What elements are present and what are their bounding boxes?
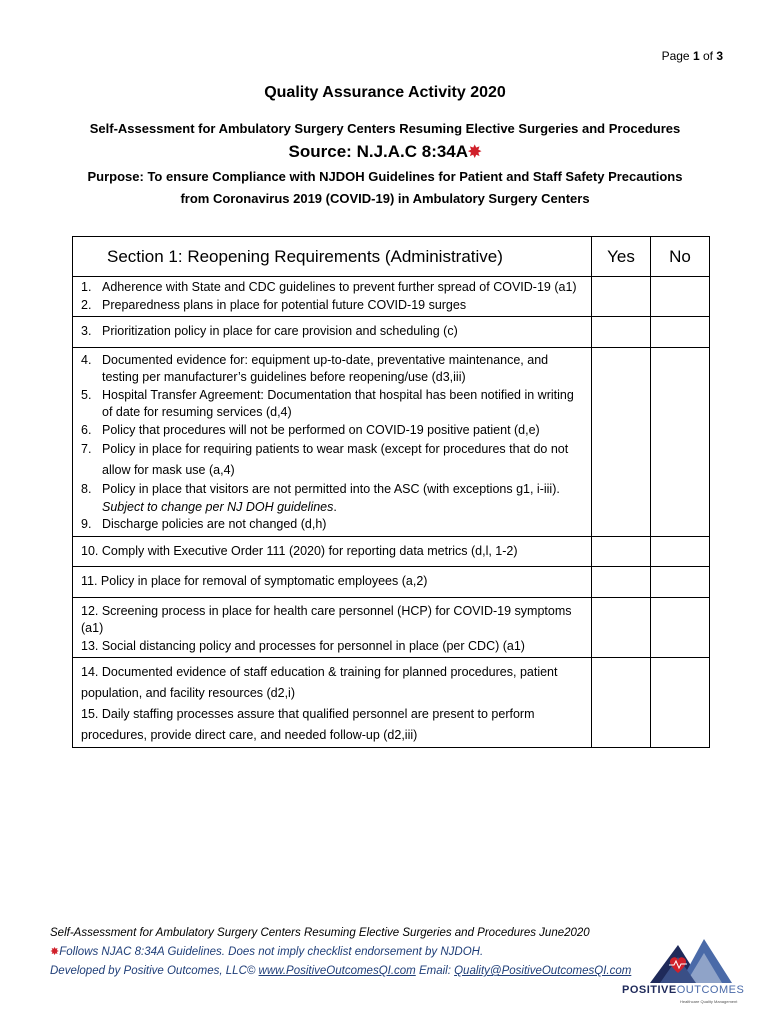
star-icon: ✸ bbox=[50, 946, 60, 958]
items-cell bbox=[73, 658, 592, 748]
yes-checkbox[interactable] bbox=[592, 536, 651, 567]
yes-checkbox[interactable] bbox=[592, 658, 651, 748]
source-text: Source: N.J.A.C 8:34A bbox=[288, 142, 469, 161]
table-row bbox=[73, 347, 710, 536]
checklist-table bbox=[72, 236, 710, 748]
list-item: 3. Prioritization policy in place for care provision and scheduling (c) bbox=[81, 324, 458, 338]
yes-header: Yes bbox=[592, 237, 651, 277]
list-item: 4. Documented evidence for: equipment up-to-date, preventative maintenance, and testing per manufacturer’s guidelines before reopening/use (d3,iii) bbox=[81, 352, 549, 384]
section-header: Section 1: Reopening Requirements (Administrative) bbox=[73, 237, 592, 277]
list-item: 8. Policy in place that visitors are not permitted into the ASC (with exceptions g1, i-iii). Subject to change per NJ DOH guidelines. bbox=[81, 482, 560, 514]
items-cell bbox=[73, 597, 592, 658]
list-item: 5. Hospital Transfer Agreement: Documentation that hospital has been notified in writing of date for resuming services (d,4) bbox=[81, 387, 574, 419]
document-subtitle: Self-Assessment for Ambulatory Surgery Centers Resuming Elective Surgeries and Procedures bbox=[89, 121, 681, 136]
website-link[interactable]: www.PositiveOutcomesQI.com bbox=[258, 965, 416, 977]
footer bbox=[50, 924, 631, 981]
page-prefix: Page bbox=[661, 49, 693, 63]
list-item: 2. Preparedness plans in place for potential future COVID-19 surges bbox=[81, 297, 467, 312]
purpose-statement bbox=[0, 166, 770, 210]
items-cell bbox=[73, 317, 592, 348]
footer-credits: Developed by Positive Outcomes, LLC© www.PositiveOutcomesQI.com Email: Quality@PositiveOutcomesQI.com bbox=[50, 965, 632, 977]
no-checkbox[interactable] bbox=[651, 567, 710, 598]
document-title: Quality Assurance Activity 2020 bbox=[264, 84, 506, 101]
list-item: 12. Screening process in place for health care personnel (HCP) for COVID-19 symptoms (a1) bbox=[81, 603, 572, 635]
list-item: 6. Policy that procedures will not be performed on COVID-19 positive patient (d,e) bbox=[81, 422, 540, 437]
purpose-line-2: from Coronavirus 2019 (COVID-19) in Ambulatory Surgery Centers bbox=[180, 191, 590, 206]
items-cell bbox=[73, 347, 592, 536]
table-row bbox=[73, 317, 710, 348]
table-row bbox=[73, 658, 710, 748]
guideline-note: Subject to change per NJ DOH guidelines bbox=[102, 499, 334, 514]
items-cell bbox=[73, 567, 592, 598]
no-checkbox[interactable] bbox=[651, 347, 710, 536]
list-item: 10. Comply with Executive Order 111 (2020) for reporting data metrics (d,l, 1-2) bbox=[81, 543, 518, 558]
items-cell bbox=[73, 277, 592, 317]
list-item: 11. Policy in place for removal of symptomatic employees (a,2) bbox=[81, 574, 428, 588]
yes-checkbox[interactable] bbox=[592, 347, 651, 536]
footer-title: Self-Assessment for Ambulatory Surgery Centers Resuming Elective Surgeries and Procedures June2020 bbox=[50, 927, 590, 939]
list-item: 15. Daily staffing processes assure that qualified personnel are present to perform procedures, provide direct care, and needed follow-up (d2,iii) bbox=[81, 707, 535, 742]
page-sep: of bbox=[699, 49, 717, 63]
footer-disclaimer: ✸Follows NJAC 8:34A Guidelines. Does not imply checklist endorsement by NJDOH. bbox=[50, 946, 484, 958]
source-line bbox=[0, 142, 770, 162]
no-checkbox[interactable] bbox=[651, 317, 710, 348]
table-header-row bbox=[73, 237, 710, 277]
purpose-line-1: Purpose: To ensure Compliance with NJDOH Guidelines for Patient and Staff Safety Precautions bbox=[87, 169, 683, 184]
table-row bbox=[73, 597, 710, 658]
items-cell bbox=[73, 536, 592, 567]
list-item: 1. Adherence with State and CDC guidelines to prevent further spread of COVID-19 (a1) bbox=[81, 280, 577, 294]
yes-checkbox[interactable] bbox=[592, 597, 651, 658]
page-number bbox=[662, 49, 723, 63]
yes-checkbox[interactable] bbox=[592, 567, 651, 598]
list-item: 7. Policy in place for requiring patients to wear mask (except for procedures that do not allow for mask use (a,4) bbox=[81, 442, 569, 477]
no-header: No bbox=[651, 237, 710, 277]
table-row bbox=[73, 277, 710, 317]
no-checkbox[interactable] bbox=[651, 658, 710, 748]
list-item: 14. Documented evidence of staff education & training for planned procedures, patient population, and facility resources (d2,i) bbox=[81, 665, 558, 700]
logo-wordmark: POSITIVEOUTCOMES bbox=[622, 984, 745, 996]
no-checkbox[interactable] bbox=[651, 536, 710, 567]
yes-checkbox[interactable] bbox=[592, 277, 651, 317]
table-row bbox=[73, 567, 710, 598]
email-link[interactable]: Quality@PositiveOutcomesQI.com bbox=[454, 965, 632, 977]
table-row bbox=[73, 536, 710, 567]
no-checkbox[interactable] bbox=[651, 277, 710, 317]
star-icon: ✸ bbox=[468, 144, 482, 161]
logo-tagline: Healthcare Quality Management bbox=[680, 999, 738, 1004]
yes-checkbox[interactable] bbox=[592, 317, 651, 348]
no-checkbox[interactable] bbox=[651, 597, 710, 658]
list-item: 13. Social distancing policy and processes for personnel in place (per CDC) (a1) bbox=[81, 638, 525, 653]
list-item: 9. Discharge policies are not changed (d,h) bbox=[81, 517, 327, 531]
page-total: 3 bbox=[716, 49, 723, 63]
page-current: 1 bbox=[692, 49, 700, 63]
